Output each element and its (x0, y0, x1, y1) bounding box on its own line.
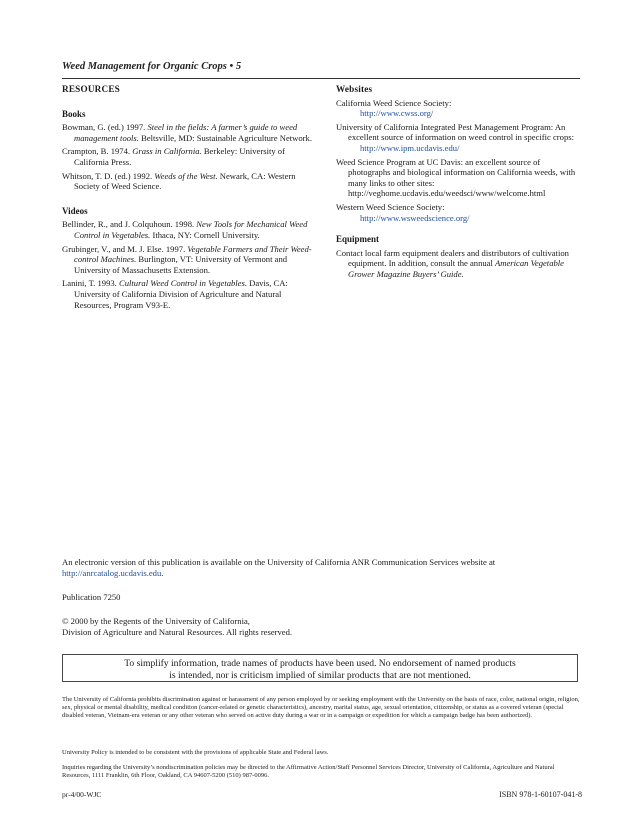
copyright-notice: © 2000 by the Regents of the University of California, Division of Agriculture and Natural Resources. All rights reserved. (62, 616, 293, 637)
university-policy: University Policy is intended to be consistent with the provisions of applicable State and Federal laws. (62, 749, 329, 756)
website-entry: Western Weed Science Society: http://www.wsweedscience.org/ (336, 202, 582, 223)
equipment-entry: Contact local farm equipment dealers and distributors of cultivation equipment. In addition, consult the annual American Vegetable Grower Magazine Buyers’ Guide. (336, 247, 569, 279)
video-entry: Bellinder, R., and J. Colquhoun. 1998. New Tools for Mechanical Weed Control in Vegetables. Ithaca, NY: Cornell University. (62, 219, 308, 240)
website-entry: California Weed Science Society: http://www.cwss.org/ (336, 98, 582, 119)
electronic-version-note: An electronic version of this publication is available on the University of California ANR Communication Services website at http://anrcatalog.ucdavis.edu. (62, 557, 496, 578)
resources-heading: RESOURCES (62, 84, 120, 94)
videos-heading: Videos (62, 205, 88, 216)
website-link[interactable]: http://www.cwss.org/ (360, 108, 434, 119)
book-entry: Whitson, T. D. (ed.) 1992. Weeds of the West. Newark, CA: Western Society of Weed Science. (62, 170, 296, 192)
print-code: pr-4/00-WJC (62, 790, 102, 799)
website-entry: University of California Integrated Pest Management Program: An excellent source of information on weed control in specific crops: http://www.ipm.ucdavis.edu/ (336, 122, 582, 154)
book-entry: Crampton, B. 1974. Grass in California. Berkeley: University of California Press. (62, 146, 285, 167)
website-entry: Weed Science Program at UC Davis: an excellent source of photographs and biological information on California weeds, with many links to other sites: http://veghome.ucdavis.edu/weedsci/www/welcome.html (336, 156, 576, 199)
website-link[interactable]: http://www.ipm.ucdavis.edu/ (360, 142, 460, 153)
equipment-heading: Equipment (336, 234, 380, 245)
books-heading: Books (62, 108, 86, 119)
inquiries-statement: Inquiries regarding the University’s nondiscrimination policies may be directed to the Affirmative Action/Staff Personnel Services Director, University of California, Agriculture and Natural Resources, 1111 Franklin, 6th Floor, Oakland, CA 94607-5200 (510) 987-0096. (62, 764, 555, 779)
video-entry: Grubinger, V., and M. J. Else. 1997. Vegetable Farmers and Their Weed-control Machines. Burlington, VT: University of Vermont and University of Massachusetts Extension. (62, 243, 312, 275)
trade-names-notice: To simplify information, trade names of products have been used. No endorsement of named products is intended, nor is criticism implied of similar products that are not mentioned. (62, 654, 578, 682)
publication-number: Publication 7250 (62, 592, 121, 602)
header-rule (62, 78, 580, 79)
websites-column (336, 84, 582, 283)
website-link[interactable]: http://www.wsweedscience.org/ (360, 212, 470, 223)
nondiscrimination-statement: The University of California prohibits discrimination against or harassment of any person employed by or seeking employment with the University on the basis of race, color, national origin, religion, sex, physical or mental disability, medical condition (cancer-related or genetic characteristics), ancestry, marital status, age, sexual orientation, citizenship, or status as a covered veteran (special disabled veteran, Vietnam-era veteran or any other veteran who served on active duty during a war or in a campaign or expedition for which a campaign badge has been authorized). (62, 696, 580, 719)
book-entry: Bowman, G. (ed.) 1997. Steel in the fields: A farmer’s guide to weed management tools. Beltsville, MD: Sustainable Agriculture Network. (62, 122, 312, 143)
anr-catalog-link[interactable]: http://anrcatalog.ucdavis.edu (62, 568, 162, 578)
isbn: ISBN 978-1-60107-041-8 (499, 790, 582, 799)
websites-heading: Websites (336, 84, 373, 94)
video-entry: Lanini, T. 1993. Cultural Weed Control in Vegetables. Davis, CA: University of California Division of Agriculture and Natural Resources, Program V93-E. (62, 278, 288, 310)
resources-column (62, 84, 312, 313)
running-head: Weed Management for Organic Crops • 5 (62, 61, 242, 72)
